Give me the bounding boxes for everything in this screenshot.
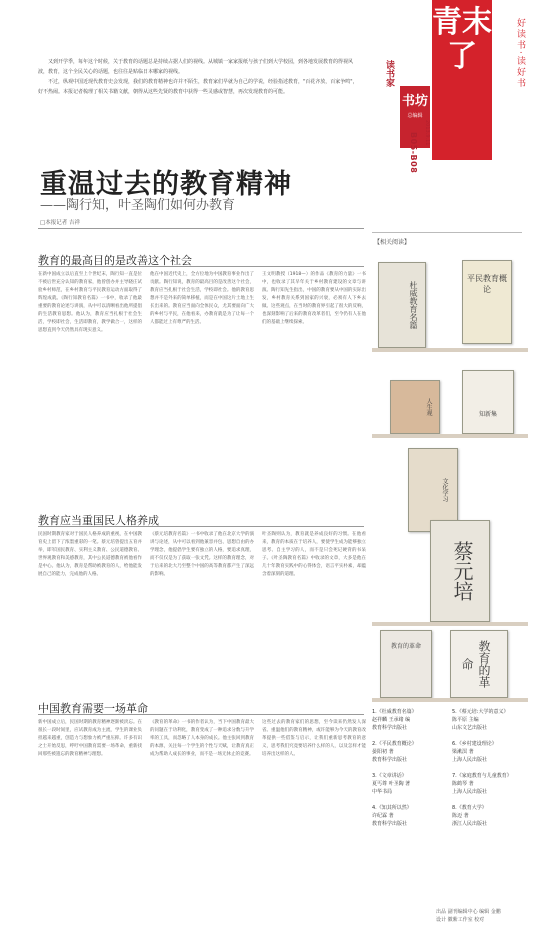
divider [38, 266, 364, 267]
intro-paragraph: 不过，纵观中国近现代教育史会发现，我们的教育精神也许并不陌生，教育家们早就为自己的学说，经验指述教育，"百花齐放，百家争鸣"，好不热闹。本报记者梳理了相关书籍文献，朝得从这些先贤的教育中获得一些灵感或智慧，再次发现教育的可能。 [38, 79, 358, 95]
book-entry-title: 1.《杜威教育名篇》 [372, 709, 417, 715]
bookshelf [372, 348, 528, 352]
book-entry-author: 梁漱溟 著 [452, 749, 474, 755]
book-entry-title: 7.《家庭教育与儿童教育》 [452, 773, 512, 779]
book-entry-author: 陈平原 主编 [452, 717, 479, 723]
text-column: 这些过去的教育家们的思想，至今读来仍然发人深省。重温他们的教育精神，或许能够为今天的教育改革提供一些借鉴与启示，让我们重新思考教育的意义，思考我们究竟要培养什么样的人，以及怎样才能培养出这样的人。 [262, 720, 366, 757]
book-entry-author: 陈迈 著 [452, 813, 469, 819]
text-column: 在新中国成立以后直至上个世纪末，陶行知一直是位不被后世充分认知的教育家，他曾创办并主导晓庄试验乡村师范，在乡村教育与平民教育运动方面取得了辉煌成就。《陶行知教育名篇》一书中，收录了他最重要的教育论述与讲演，从中可以清晰看出他所提倡的生活教育思想。他认为，教育应当扎根于社会生活，学校即社会，生活即教育，教学做合一，这样的思想直到今天仍然具有现实意义。 [38, 272, 142, 333]
book-title: 蔡元培 [450, 541, 474, 601]
book-entry-publisher: 上海人民出版社 [452, 757, 488, 763]
list-item [452, 804, 532, 828]
book-title: 平民教育概论 [467, 274, 507, 294]
list-item [452, 772, 532, 796]
section-sub: 总编辑 [407, 113, 423, 119]
book-entry-title: 6.《乡村建设理论》 [452, 741, 497, 747]
text-column: 他在中国近代史上，全方位地为中国教育事业作出了贡献。陶行知说，教育的最高目的是改善这个社会，教育应当扎根于社会生活，学校即社会。他的教育思想并不是外来的简单移植，而是在中国这片土地上生长出来的。教育应当面向全体民众，尤其要面向广大的乡村与平民，在他看来，办教育就是为了让每一个人都能过上有尊严的生活。 [150, 272, 254, 325]
divider [38, 228, 364, 229]
text-column: 新中国成立后，民国时期的教育精神逐渐被淡忘。在很长一段时间里，应试教育成为主流，学生的课业负担越来越重，创造力与想象力被严重压抑。许多有识之士开始反思，呼吁中国教育需要一场革命，重新找回那些被遗忘的教育精神与理想。 [38, 720, 142, 757]
divider [38, 526, 364, 527]
intro-text [38, 58, 358, 98]
book-entry-title: 5.《蔡元培:大学的意义》 [452, 709, 509, 715]
page-credits [436, 908, 501, 924]
book-entry-publisher: 上海人民出版社 [452, 789, 488, 795]
book-cover [380, 630, 432, 698]
masthead-title: 青末了 [432, 0, 492, 160]
section-title: 教育应当重国民人格养成 [38, 514, 159, 527]
text-column: 民国时期教育家对于国民人格养成的重视，在中国教育史上留下了浓墨重彩的一笔。蔡元培曾提出五育并举，即军国民教育、实利主义教育、公民道德教育、世界观教育和美感教育，其中公民道德教育被他看作是中心。他认为，教育是帮助被教育的人，给他能发展自己的能力，完成他的人格。 [38, 532, 142, 577]
book-entry-title: 4.《知其所以然》 [372, 805, 412, 811]
book-entry-publisher: 教育科学出版社 [372, 757, 408, 763]
divider [38, 714, 364, 715]
book-entry-publisher: 教育科学出版社 [372, 821, 408, 827]
section-title: 教育的最高目的是改善这个社会 [38, 254, 192, 267]
book-entry-author: 夏丐尊 叶圣陶 著 [372, 781, 411, 787]
book-entry-title: 3.《文章讲话》 [372, 773, 407, 779]
book-title: 知新集 [478, 411, 497, 418]
book-title: 教育的革命 [390, 643, 421, 650]
section-body [38, 719, 366, 759]
page-range: B05-B08 [409, 132, 418, 174]
divider [372, 232, 522, 233]
book-entry-publisher: 山东文艺出版社 [452, 725, 488, 731]
list-item [452, 708, 532, 732]
text-column: 《教育的革命》一书的作者认为，当下中国教育最大的问题在于功利化，教育变成了一种追求分数与升学率的工具，而忽略了人本身的成长。他主张回到教育的本源，关注每一个学生的个性与天赋，让教育真正成为帮助人成长的事业，而不是一场无休止的竞赛。 [150, 720, 254, 757]
section-name: 书坊 [401, 94, 428, 109]
book-title: 人生观 [425, 398, 432, 416]
section-body [38, 531, 366, 579]
list-item [372, 740, 452, 764]
text-column: 王文明教授（1918—）的作品《教育的力量》一书中，也收录了其早年关于乡村教育建设的文章与讲演。陶行知先生指出，中国的教育要从中国的实际出发，乡村教育关系到国家的兴衰，必须有人下乡去做。这些观点，在当时的教育界引起了很大的反响，也深刻影响了后来的教育改革者们，至今仍有人在他们的基础上继续探索。 [262, 272, 366, 325]
bookshelf [372, 622, 528, 626]
book-entry-title: 8.《教育大学》 [452, 805, 487, 811]
credits-line: 出品 副刊编辑中心 编辑 金鹏 [436, 909, 501, 915]
book-entry-author: 赵祥麟 王承绪 编 [372, 717, 411, 723]
section-body [38, 271, 366, 335]
book-cover [462, 370, 514, 434]
book-cover [390, 380, 440, 434]
article-headline: 重温过去的教育精神 [40, 169, 292, 200]
book-cover [430, 520, 490, 622]
book-entry-author: 陈鹤琴 著 [452, 781, 474, 787]
book-cover [450, 630, 508, 698]
list-item [372, 772, 452, 796]
book-entry-title: 2.《平民教育概论》 [372, 741, 417, 747]
book-title: 教育的革命 [460, 640, 491, 688]
book-title: 杜威教育名篇 [409, 281, 418, 329]
book-entry-publisher: 浙江人民出版社 [452, 821, 488, 827]
related-reading-label: 【相关阅读】 [374, 239, 411, 246]
bookshelf [372, 698, 528, 702]
book-entry-publisher: 教育科学出版社 [372, 725, 408, 731]
section-title: 中国教育需要一场革命 [38, 702, 148, 715]
list-item [372, 708, 452, 732]
bookshelf [372, 434, 528, 438]
brand-logo: 读书家 [384, 60, 394, 87]
issue-date: 2013.9.11 [424, 120, 430, 146]
book-entry-author: 许纪霖 著 [372, 813, 394, 819]
book-title: 文化学习 [441, 478, 448, 502]
book-list [372, 708, 532, 828]
article-subhead: ——陶行知，叶圣陶们如何办教育 [40, 198, 236, 213]
book-cover [378, 262, 426, 348]
book-entry-publisher: 中华书局 [372, 789, 393, 795]
article-byline: □本报记者 吉祥 [40, 220, 80, 226]
list-item [452, 740, 532, 764]
intro-paragraph: 又到开学季，每年这个时候，关于教育的话题总是持续占据人们的视线。从城镇一家家报纸与孩子们到大学校园，到各地发展教育的得视风波，教育，这个全民关心的话题，也往往是贴临日本哪家的视线。 [38, 59, 354, 75]
masthead-slogan: 好读书·读好书 [515, 18, 525, 89]
book-entry-author: 晏阳初 著 [372, 749, 394, 755]
book-cover [462, 260, 512, 344]
text-column: 《蔡元培教育名篇》一书中收录了他在北京大学的演讲与论述，从中可以看到他兼容并包、思想自由的办学理念，他提倡学生要有独立的人格，要追求真理，而不仅仅是为了获取一张文凭。这样的教育理念，对于后来的北大乃至整个中国的高等教育都产生了深远的影响。 [150, 532, 254, 577]
list-item [372, 804, 452, 828]
credits-line: 设计 徽紫工作室 校对 [436, 917, 485, 923]
text-column: 叶圣陶则认为，教育就是养成良好的习惯。在他看来，教育的本质在于培养人，要使学生成为能够独立思考、自主学习的人，而不是只会死记硬背的书呆子。《叶圣陶教育名篇》中收录的文章，大多是他在几十年教育实践中的心得体会，语言平实朴素，却蕴含着深刻的道理。 [262, 532, 366, 577]
